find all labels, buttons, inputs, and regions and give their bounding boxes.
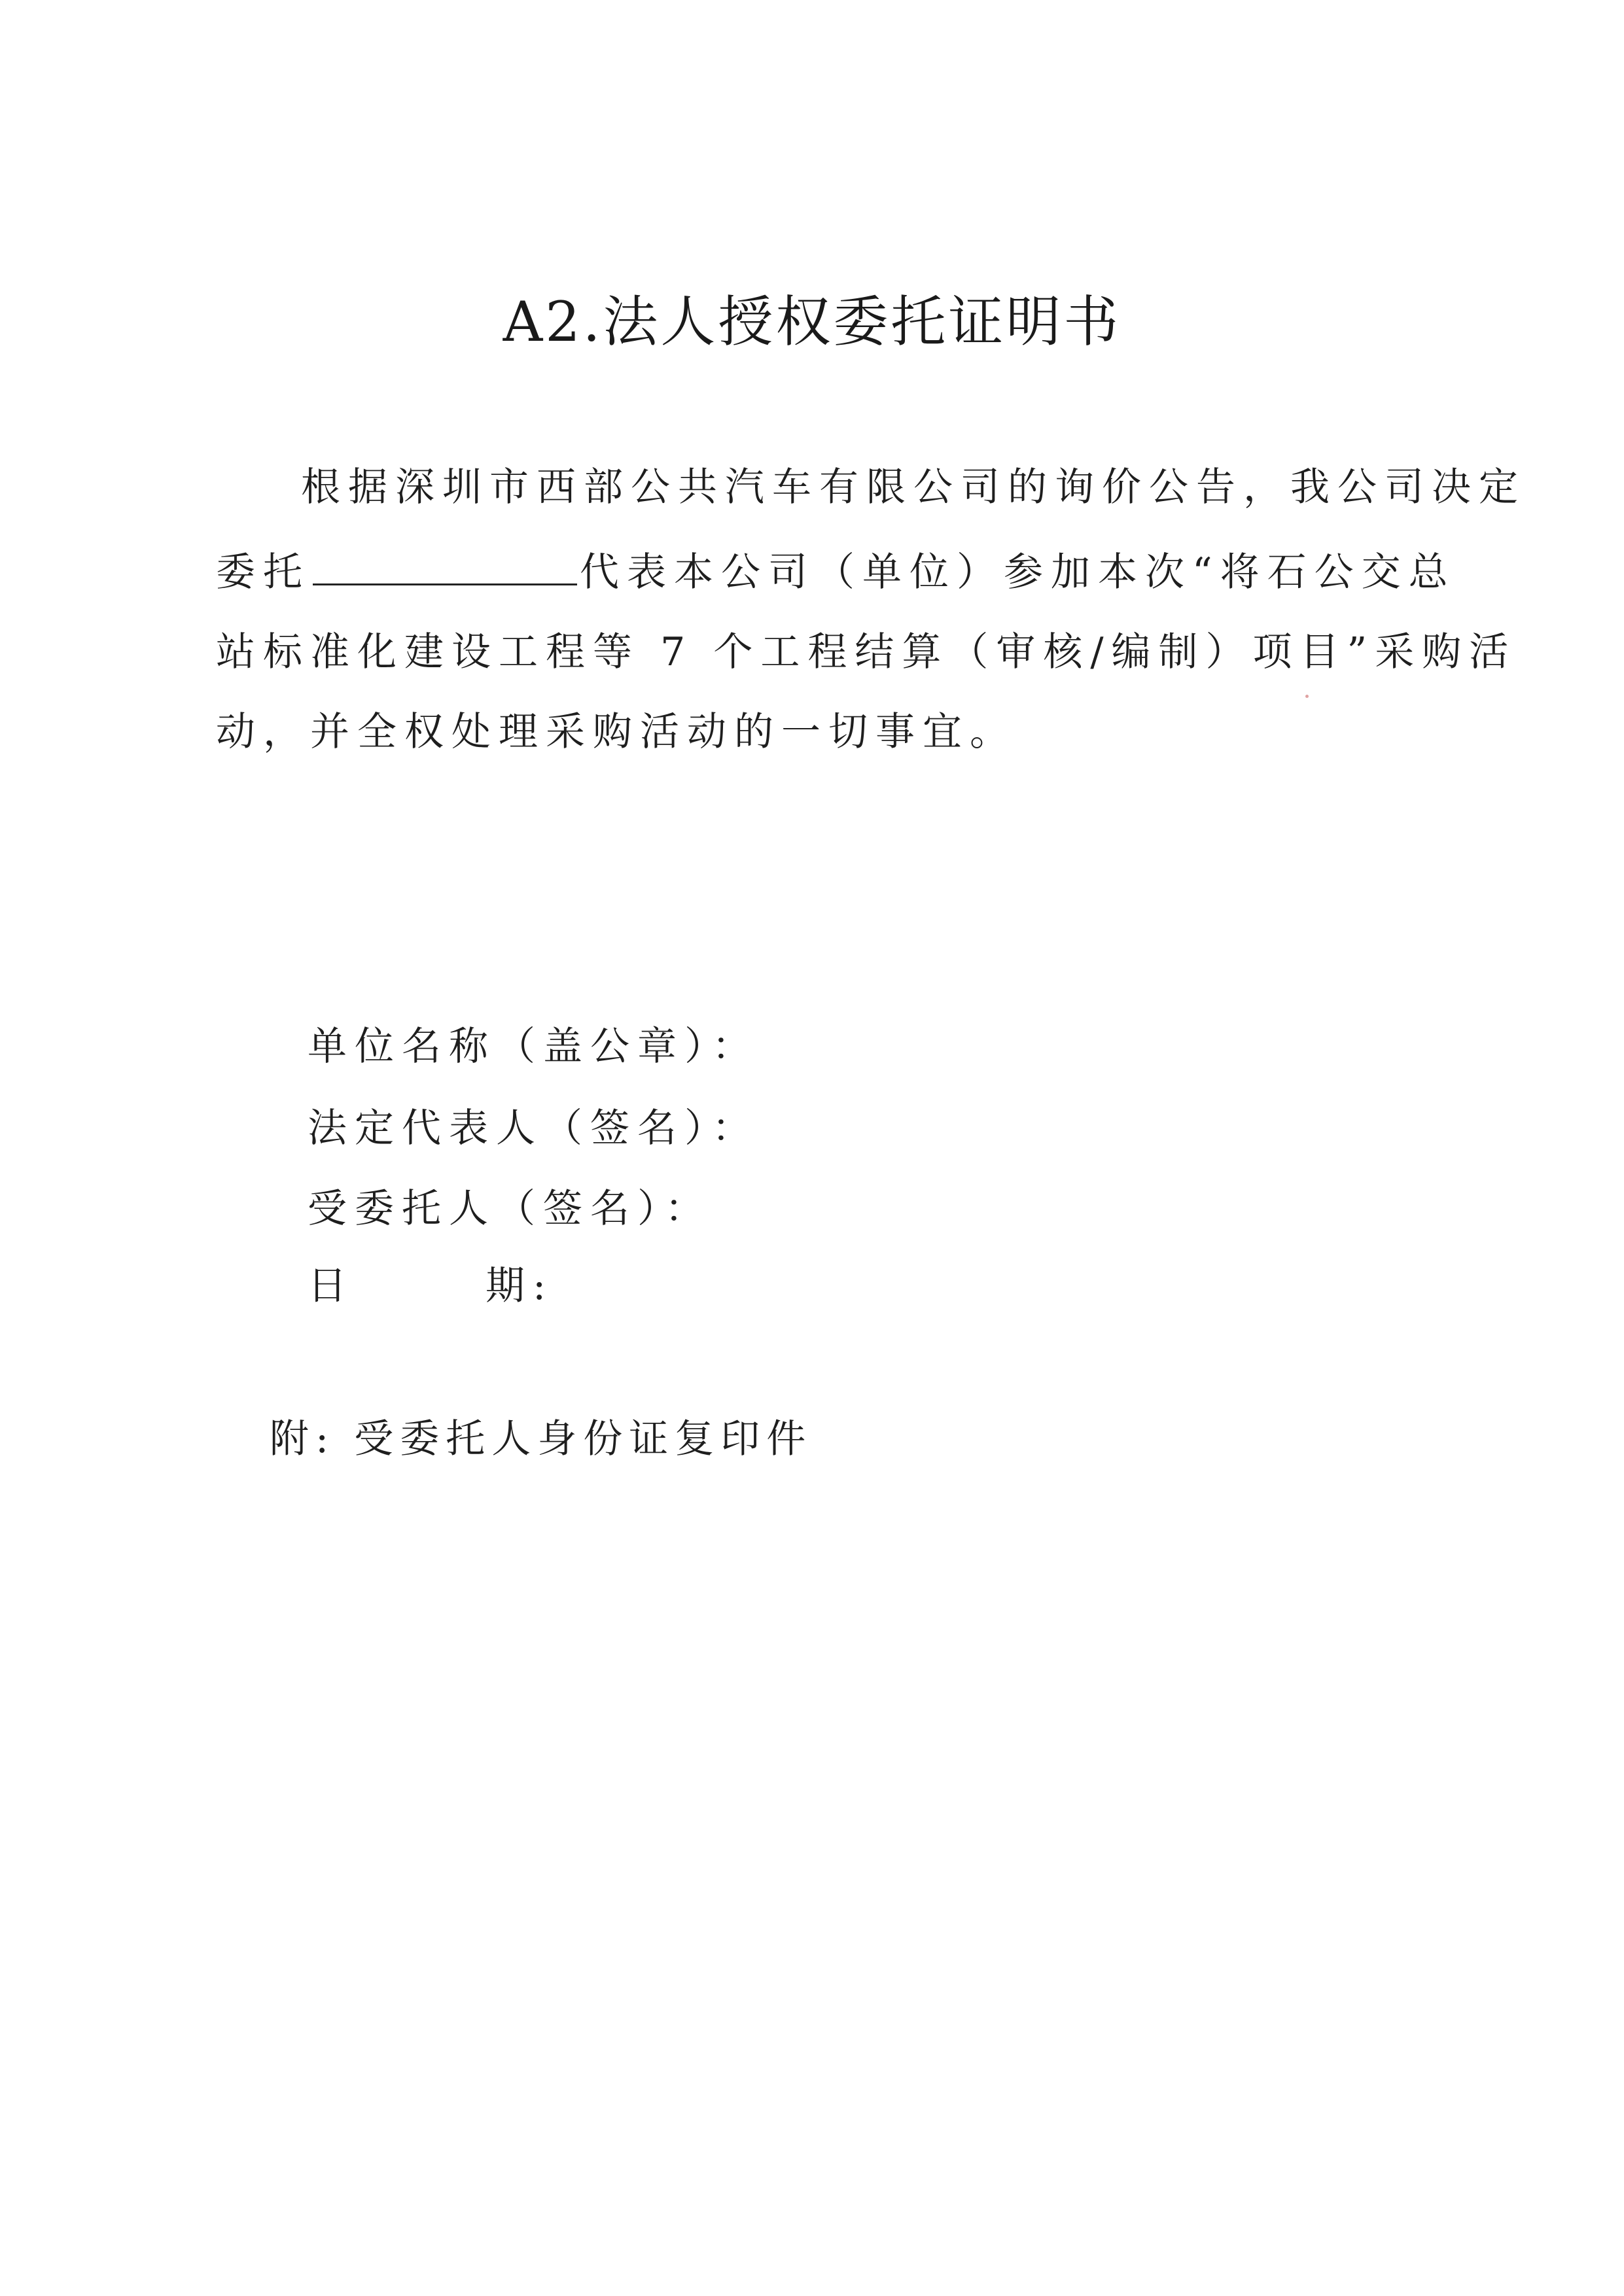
legal-representative-field-label: 法定代表人（签名）： xyxy=(308,1105,759,1151)
attachment-note: 附: 受委托人身份证复印件 xyxy=(270,1416,813,1462)
body-line-1: 根据深圳市西部公共汽车有限公司的询价公告，我公司决定 xyxy=(301,464,1526,510)
body-line-2 xyxy=(216,542,1456,602)
trustee-field-label: 受委托人（签名）： xyxy=(308,1186,712,1232)
document-title: A2.法人授权委托证明书 xyxy=(503,290,1121,354)
unit-name-field-label: 单位名称（盖公章）： xyxy=(308,1024,759,1070)
date-field-label xyxy=(308,1257,554,1315)
trustee-name-blank xyxy=(313,542,577,585)
body-line-3: 站标准化建设工程等 7 个工程结算（审核/编制）项目”采购活 xyxy=(216,629,1517,675)
date-label-char-1: 日 xyxy=(308,1263,355,1309)
body-line-4: 动，并全权处理采购活动的一切事宜。 xyxy=(216,709,1017,755)
body-line-2-start: 委托 xyxy=(216,549,310,595)
scan-speck xyxy=(1305,695,1309,698)
date-label-char-2: 期: xyxy=(485,1263,554,1309)
body-line-2-end: 代表本公司（单位）参加本次“将石公交总 xyxy=(580,549,1456,595)
